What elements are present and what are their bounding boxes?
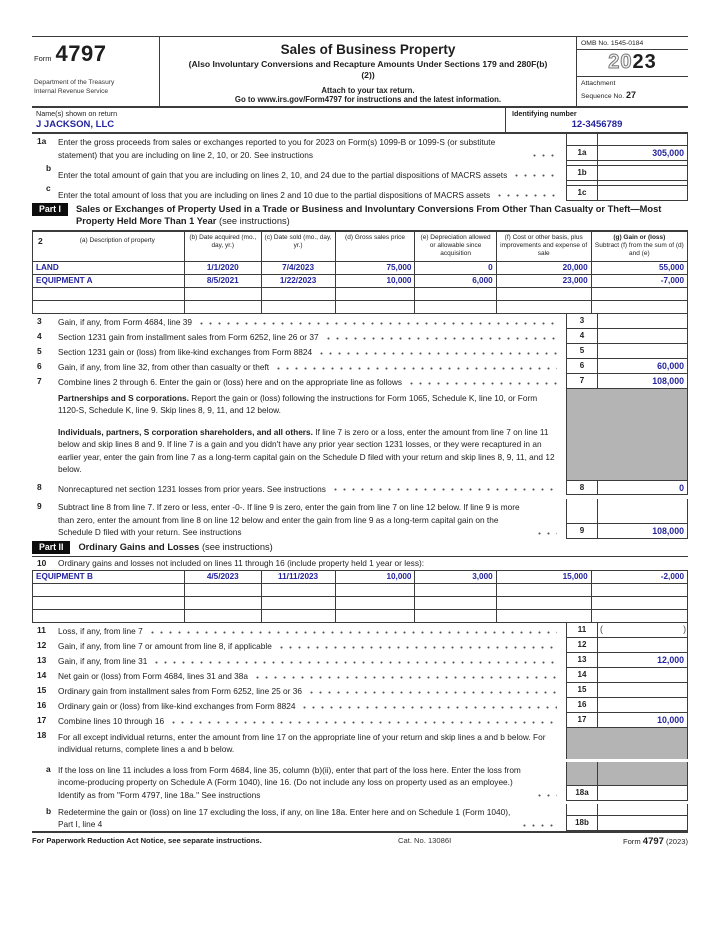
line-7-number: 7 (37, 375, 42, 386)
table-row (33, 570, 688, 583)
line-18b (32, 804, 688, 833)
table-row-empty (33, 596, 688, 609)
date-sold-field[interactable]: 1/22/2023 (261, 274, 335, 287)
footer-form-word: Form (622, 836, 641, 846)
dot-leader (300, 706, 557, 709)
gross-price-field[interactable]: 10,000 (335, 570, 415, 583)
line-18a-text: If the loss on line 11 includes a loss from Form 4684, line 35, column (b)(ii), enter that part of the loss here. Enter the loss from income-producing property on Schedule A (Form 1040), line 16. (Do not include any loss on property used as an employee.) Identify as from "Form 4797, line 18a." See instructions (58, 764, 521, 800)
line-8-text: Nonrecaptured net section 1231 losses from prior years. See instructions (58, 484, 326, 494)
year-outline: 20 (608, 51, 633, 73)
line-15 (32, 683, 688, 698)
line-1c (32, 181, 688, 201)
line-6-number: 6 (37, 360, 42, 371)
line-17-amount-field[interactable]: 10,000 (598, 713, 688, 728)
line-18b-text: Redetermine the gain or (loss) on line 17 excluding the loss, if any, on line 18a. Enter here and on Schedule 1 (Form 1040), Part I, line 4 (58, 806, 511, 830)
col-depreciation-header: (e) Depreciation allowed or allowable since acquisition (415, 231, 496, 261)
individuals-paragraph-text: If line 7 is zero or a loss, enter the amount from line 7 on line 11 below and skip lines 8 and 9. If line 7 is a gain and you didn't have any prior year section 1231 losses, or they were recaptured in an earlier year, enter the gain from line 7 as a long-term capital gain on the Schedule D filed with your return and skip lines 8, 9, 11, and 12 below. (58, 426, 555, 474)
dot-leader (520, 824, 557, 827)
form-footer (32, 833, 688, 847)
part1-chip: Part I (32, 203, 68, 216)
footer-form-year: (2023) (666, 836, 688, 846)
tax-year (577, 50, 688, 77)
line-16 (32, 698, 688, 713)
gross-price-field[interactable]: 10,000 (335, 274, 415, 287)
dot-leader (148, 631, 557, 634)
omb-number: OMB No. 1545-0184 (577, 37, 688, 50)
line-18a (32, 762, 688, 801)
gross-price-field[interactable]: 75,000 (335, 261, 415, 274)
form-word: Form (34, 54, 52, 63)
line-14-text: Net gain or (loss) from Form 4684, lines 31 and 38a (58, 671, 248, 682)
line-16-box: 16 (566, 698, 598, 713)
line-16-amount-field[interactable] (598, 698, 688, 713)
line-14-number: 14 (37, 669, 47, 680)
line-13-number: 13 (37, 654, 47, 665)
line-15-amount-field[interactable] (598, 683, 688, 698)
form-header (32, 36, 688, 108)
part1-note: (see instructions) (218, 216, 290, 227)
line-7 (32, 374, 688, 389)
dot-leader (324, 337, 557, 340)
line-18b-box: 18b (566, 815, 598, 831)
line-12-text: Gain, if any, from line 7 or amount from line 8, if applicable (58, 641, 272, 652)
line-18b-number: b (46, 805, 52, 816)
dot-leader (512, 174, 557, 177)
form-footer-id (568, 836, 688, 847)
line-9 (32, 499, 688, 538)
shaded-area (566, 728, 688, 759)
line-18a-box: 18a (566, 785, 598, 801)
form-subtitle: (Also Involuntary Conversions and Recapture Amounts Under Sections 179 and 280F(b)(2)) (188, 59, 548, 80)
line-1b-box: 1b (566, 165, 598, 181)
line-14-box: 14 (566, 668, 598, 683)
omb-year-block (576, 37, 688, 106)
date-sold-field[interactable]: 11/11/2023 (261, 570, 335, 583)
line-1a (32, 134, 688, 161)
table-row-empty (33, 287, 688, 300)
line-3-box: 3 (566, 314, 598, 329)
line-17 (32, 713, 688, 728)
line-8-amount-field[interactable]: 0 (598, 480, 688, 495)
individuals-paragraph-head: Individuals, partners, S corporation shareholders, and all others. (58, 426, 313, 437)
table-row-empty (33, 300, 688, 313)
depreciation-field[interactable]: 3,000 (415, 570, 496, 583)
line-5-text: Section 1231 gain or (loss) from like-kind exchanges from Form 8824 (58, 347, 313, 358)
sequence-label: Sequence No. (581, 92, 625, 100)
line-4-text: Section 1231 gain from installment sales from Form 6252, line 26 or 37 (58, 332, 319, 343)
line-13-amount-field[interactable]: 12,000 (598, 653, 688, 668)
line-6-text: Gain, if any, from line 32, from other than casualty or theft (58, 362, 270, 373)
line-15-text: Ordinary gain from installment sales from Form 6252, line 25 or 36 (58, 686, 302, 697)
line-11-box: 11 (566, 623, 598, 638)
line-4-number: 4 (37, 330, 42, 341)
line-14 (32, 668, 688, 683)
part2-note: (see instructions) (201, 541, 273, 552)
name-strip (32, 108, 688, 134)
line-1a-text: Enter the gross proceeds from sales or exchanges reported to you for 2023 on Form(s) 1099-B or 1099-S (or substitute statement) that you are including on line 2, 10, or 20. See instructions (58, 137, 496, 160)
date-acquired-field[interactable]: 8/5/2021 (184, 274, 261, 287)
col-gross-price-header: (d) Gross sales price (335, 231, 415, 261)
line-18 (32, 728, 688, 759)
dot-leader (274, 367, 557, 370)
line-16-number: 16 (37, 699, 47, 710)
line-4 (32, 329, 688, 344)
part1-bar (32, 201, 688, 230)
line-1b-number: b (46, 163, 52, 174)
line-9-text: Subtract line 8 from line 7. If zero or less, enter -0-. If line 9 is zero, enter the gain from line 7 on line 12 below. If line 9 is more than zero, enter the amount from line 8 on line 12 below and enter the gain from line 9 as a long-term capital gain on the Schedule D filed with your return. See instructions (58, 502, 520, 538)
date-acquired-field[interactable]: 1/1/2020 (184, 261, 261, 274)
line-1a-amount-field[interactable]: 305,000 (598, 145, 688, 161)
line-5-box: 5 (566, 344, 598, 359)
sequence-number: 27 (625, 89, 636, 100)
line-11-amount-field[interactable] (598, 623, 688, 638)
line-12 (32, 638, 688, 653)
part2-property-table (32, 570, 688, 623)
dot-leader (407, 382, 557, 385)
date-acquired-field[interactable]: 4/5/2023 (184, 570, 261, 583)
paperwork-notice: For Paperwork Reduction Act Notice, see separate instructions. (32, 835, 262, 845)
line-12-box: 12 (566, 638, 598, 653)
line-18b-amount-field[interactable] (598, 815, 688, 831)
id-field[interactable]: 12-3456789 (571, 119, 623, 131)
name-label: Name(s) shown on return (36, 109, 118, 119)
form-number-block (32, 37, 160, 106)
part2-bar (32, 539, 688, 557)
line-5 (32, 344, 688, 359)
table-row (33, 261, 688, 274)
line-16-text: Ordinary gain or (loss) from like-kind exchanges from Form 8824 (58, 701, 296, 712)
table-row-empty (33, 583, 688, 596)
line-1c-text: Enter the total amount of loss that you are including on lines 2 and 10 due to the partial dispositions of MACRS assets (58, 189, 491, 200)
depreciation-field[interactable]: 0 (415, 261, 496, 274)
col-cost-basis-header: (f) Cost or other basis, plus improvements and expense of sale (496, 231, 591, 261)
line-18a-amount-field[interactable] (598, 785, 688, 801)
dot-leader (197, 322, 557, 325)
dot-leader (495, 194, 557, 197)
attachment-sequence (577, 77, 688, 103)
line-10 (32, 557, 688, 570)
form-title-block (160, 37, 576, 106)
line-4-box: 4 (566, 329, 598, 344)
line-15-box: 15 (566, 683, 598, 698)
dot-leader (152, 661, 557, 664)
line-12-amount-field[interactable] (598, 638, 688, 653)
property-description-field[interactable]: EQUIPMENT B (33, 570, 185, 583)
line-1c-number: c (46, 183, 51, 194)
line-4-amount-field[interactable] (598, 329, 688, 344)
gain-loss-field[interactable]: -7,000 (591, 274, 687, 287)
col-date-sold-header: (c) Date sold (mo., day, yr.) (261, 231, 335, 261)
shaded-area (566, 389, 688, 481)
line-9-amount-field[interactable]: 108,000 (598, 523, 688, 539)
dot-leader (535, 532, 557, 535)
line-12-number: 12 (37, 639, 47, 650)
dot-leader (331, 488, 557, 491)
line-18-text: For all except individual returns, enter the amount from line 17 on the appropriate line of your return and skip lines a and b below. For individual returns, complete lines a and b below. (58, 731, 546, 755)
line-15-number: 15 (37, 684, 47, 695)
line-11 (32, 623, 688, 638)
line-11-number: 11 (37, 624, 46, 635)
line-17-box: 17 (566, 713, 598, 728)
table-row-empty (33, 609, 688, 622)
line-1a-box: 1a (566, 145, 598, 161)
cost-basis-field[interactable]: 20,000 (496, 261, 591, 274)
line-8 (32, 480, 688, 495)
line-7-amount-field[interactable]: 108,000 (598, 374, 688, 389)
cost-basis-field[interactable]: 23,000 (496, 274, 591, 287)
line-8-box: 8 (566, 480, 598, 495)
year-bold: 23 (632, 51, 657, 73)
line-1a-number: 1a (37, 136, 47, 147)
line-7-box: 7 (566, 374, 598, 389)
part1-instruction-paragraphs (32, 389, 688, 481)
id-label: Identifying number (512, 109, 577, 119)
form-number: 4797 (55, 41, 107, 66)
table-header-row (33, 231, 688, 261)
col-date-acquired-header: (b) Date acquired (mo., day, yr.) (184, 231, 261, 261)
footer-form-number: 4797 (642, 835, 664, 847)
dot-leader (307, 691, 557, 694)
dot-leader (317, 352, 557, 355)
line-9-box: 9 (566, 523, 598, 539)
gain-loss-field[interactable]: 55,000 (591, 261, 687, 274)
line-5-amount-field[interactable] (598, 344, 688, 359)
line-10-number: 10 (37, 557, 47, 568)
gain-loss-field[interactable]: -2,000 (591, 570, 687, 583)
dot-leader (530, 154, 557, 157)
col-description-header: (a) Description of property (79, 236, 155, 244)
attach-instruction: Attach to your tax return. (321, 86, 415, 96)
attachment-label: Attachment (581, 80, 616, 87)
dot-leader (169, 721, 557, 724)
line-17-number: 17 (37, 714, 47, 725)
name-field[interactable]: J JACKSON, LLC (36, 119, 115, 131)
date-sold-field[interactable]: 7/4/2023 (261, 261, 335, 274)
line-3 (32, 314, 688, 329)
line-13-box: 13 (566, 653, 598, 668)
line-17-text: Combine lines 10 through 16 (58, 716, 165, 727)
line-13 (32, 653, 688, 668)
name-cell (32, 108, 506, 132)
property-description-field[interactable]: EQUIPMENT A (33, 274, 185, 287)
depreciation-field[interactable]: 6,000 (415, 274, 496, 287)
shaded-area (566, 762, 688, 785)
line-13-text: Gain, if any, from line 31 (58, 656, 148, 667)
line-14-amount-field[interactable] (598, 668, 688, 683)
line-1c-amount-field[interactable] (598, 185, 688, 201)
partnerships-paragraph-text: Report the gain or (loss) following the instructions for Form 1065, Schedule K, line 10, or Form 1120-S, Schedule K, line 9. Skip lines 8, 9, 11, and 12 below. (58, 392, 538, 416)
part1-property-table (32, 231, 688, 314)
col-gain-loss-header: (g) Gain or (loss) Subtract (f) from the sum of (d) and (e) (591, 231, 687, 261)
line-6-box: 6 (566, 359, 598, 374)
line-3-number: 3 (37, 315, 42, 326)
line-6 (32, 359, 688, 374)
form-title: Sales of Business Property (280, 42, 456, 57)
line-3-amount-field[interactable] (598, 314, 688, 329)
line-3-text: Gain, if any, from Form 4684, line 39 (58, 317, 193, 328)
dot-leader (535, 794, 557, 797)
cost-basis-field[interactable]: 15,000 (496, 570, 591, 583)
line-1c-box: 1c (566, 185, 598, 201)
line-1b-amount-field[interactable] (598, 165, 688, 181)
dot-leader (253, 676, 557, 679)
line-1b (32, 161, 688, 181)
dept-irs: Internal Revenue Service (34, 87, 109, 95)
id-cell (506, 108, 688, 132)
line-18-number: 18 (37, 729, 47, 740)
line-9-number: 9 (37, 501, 42, 512)
part2-title: Ordinary Gains and Losses (78, 541, 200, 552)
goto-instruction: Go to www.irs.gov/Form4797 for instructions and the latest information. (234, 95, 502, 105)
partnerships-paragraph-head: Partnerships and S corporations. (58, 392, 189, 403)
part1-title: Sales or Exchanges of Property Used in a Trade or Business and Involuntary Conversions From Other Than Casualty or Theft—Most Property Held More Than 1 Year (76, 204, 662, 227)
form-4797 (32, 36, 688, 847)
line-10-text: Ordinary gains and losses not included on lines 11 through 16 (include property held 1 year or less): (58, 557, 425, 568)
dept-treasury: Department of the Treasury (34, 79, 115, 86)
dot-leader (277, 646, 557, 649)
table-row (33, 274, 688, 287)
line-1b-text: Enter the total amount of gain that you are including on lines 2, 10, and 24 due to the partial dispositions of MACRS assets (58, 169, 508, 180)
line-18a-number: a (46, 763, 51, 774)
part2-chip: Part II (32, 541, 70, 554)
line-5-number: 5 (37, 345, 42, 356)
line-7-text: Combine lines 2 through 6. Enter the gain or (loss) here and on the appropriate line as follows (58, 377, 403, 388)
line-8-number: 8 (37, 482, 42, 493)
line-11-text: Loss, if any, from line 7 (58, 626, 143, 637)
catalog-number: Cat. No. 13086I (398, 835, 452, 845)
line-6-amount-field[interactable]: 60,000 (598, 359, 688, 374)
property-description-field[interactable]: LAND (33, 261, 185, 274)
line-2-number: 2 (38, 235, 43, 246)
